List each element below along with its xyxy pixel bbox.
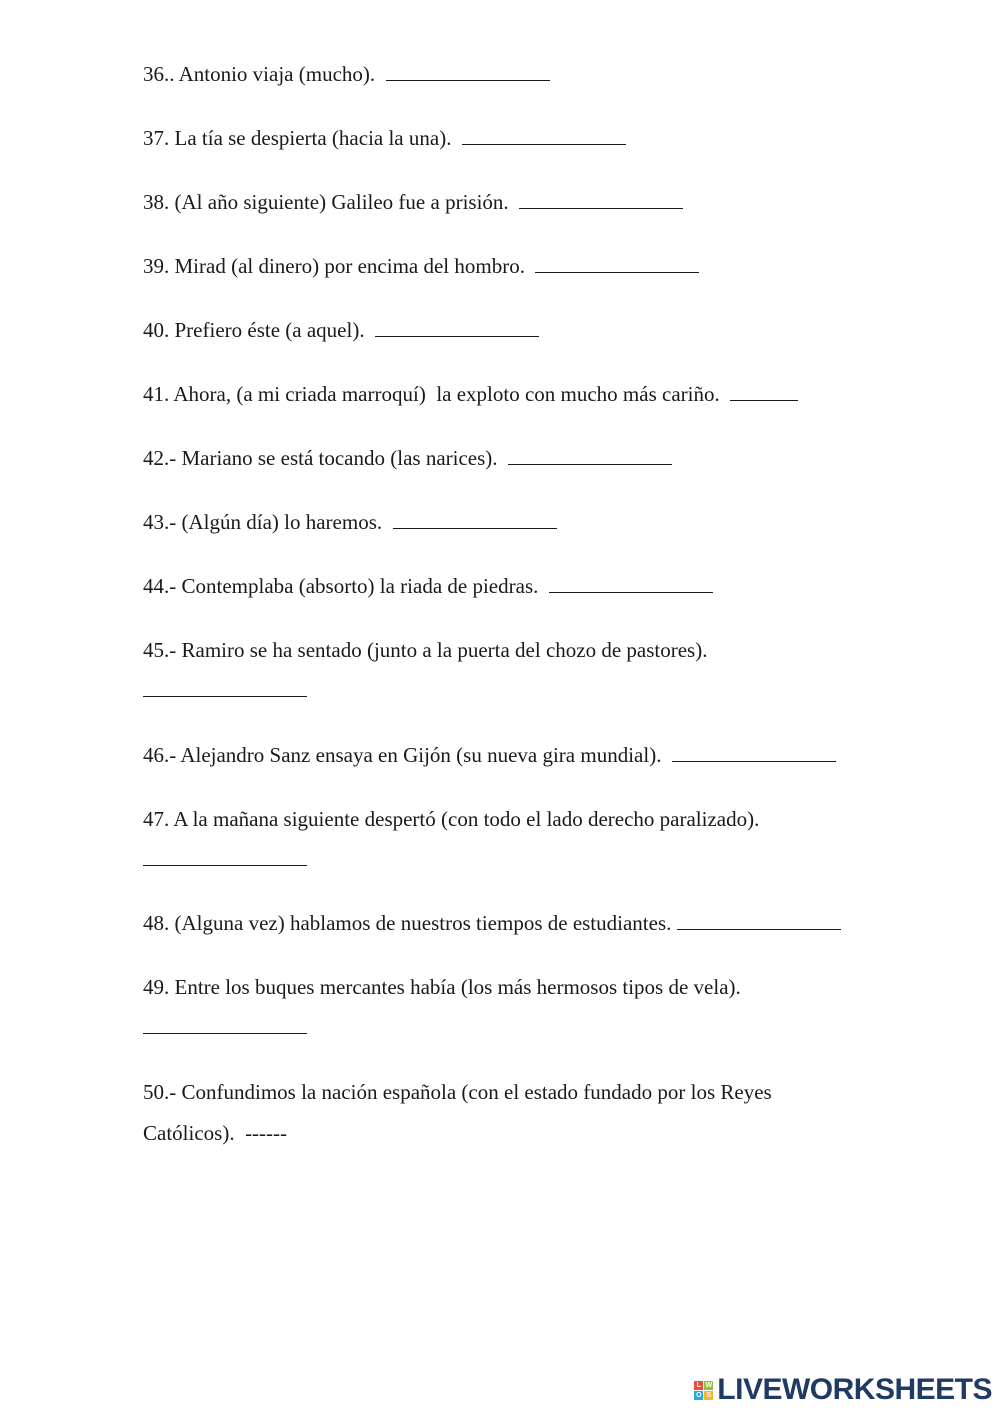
item-45-answer-line bbox=[143, 677, 307, 703]
item-48: 48. (Alguna vez) hablamos de nuestros tiempos de estudiantes. bbox=[143, 910, 841, 936]
item-46: 46.- Alejandro Sanz ensaya en Gijón (su nueva gira mundial). bbox=[143, 742, 836, 768]
item-42: 42.- Mariano se está tocando (las narices). bbox=[143, 445, 672, 471]
item-38: 38. (Al año siguiente) Galileo fue a prisión. bbox=[143, 189, 683, 215]
brand-name[interactable]: LIVEWORKSHEETS bbox=[717, 1373, 992, 1406]
liveworksheets-footer bbox=[694, 1373, 992, 1407]
answer-dashes-50[interactable]: Católicos). ------ bbox=[143, 1121, 288, 1145]
answer-blank-38[interactable] bbox=[519, 190, 683, 209]
answer-blank-44[interactable] bbox=[549, 574, 713, 593]
item-37: 37. La tía se despierta (hacia la una). bbox=[143, 125, 626, 151]
item-50: 50.- Confundimos la nación española (con el estado fundado por los Reyes bbox=[143, 1080, 772, 1104]
answer-blank-39[interactable] bbox=[535, 254, 699, 273]
answer-blank-41[interactable] bbox=[730, 382, 798, 401]
answer-blank-49[interactable] bbox=[143, 1015, 307, 1034]
answer-blank-45[interactable] bbox=[143, 678, 307, 697]
item-45: 45.- Ramiro se ha sentado (junto a la puerta del chozo de pastores). bbox=[143, 638, 708, 662]
item-36: 36.. Antonio viaja (mucho). bbox=[143, 61, 550, 87]
answer-blank-43[interactable] bbox=[393, 510, 557, 529]
item-40: 40. Prefiero éste (a aquel). bbox=[143, 317, 539, 343]
answer-blank-46[interactable] bbox=[672, 743, 836, 762]
answer-blank-40[interactable] bbox=[375, 318, 539, 337]
answer-blank-42[interactable] bbox=[508, 446, 672, 465]
item-50-continuation bbox=[143, 1120, 287, 1146]
answer-blank-48[interactable] bbox=[677, 911, 841, 930]
item-49: 49. Entre los buques mercantes había (los más hermosos tipos de vela). bbox=[143, 975, 741, 999]
answer-blank-36[interactable] bbox=[386, 62, 550, 81]
item-47: 47. A la mañana siguiente despertó (con todo el lado derecho paralizado). bbox=[143, 807, 760, 831]
liveworksheets-logo-icon: L W O S bbox=[696, 1381, 713, 1399]
answer-blank-47[interactable] bbox=[143, 847, 307, 866]
item-41: 41. Ahora, (a mi criada marroquí) la exploto con mucho más cariño. bbox=[143, 381, 798, 407]
item-39: 39. Mirad (al dinero) por encima del hombro. bbox=[143, 253, 699, 279]
answer-blank-37[interactable] bbox=[462, 126, 626, 145]
item-44: 44.- Contemplaba (absorto) la riada de piedras. bbox=[143, 573, 713, 599]
item-49-answer-line bbox=[143, 1014, 307, 1040]
item-43: 43.- (Algún día) lo haremos. bbox=[143, 509, 557, 535]
item-47-answer-line bbox=[143, 846, 307, 872]
